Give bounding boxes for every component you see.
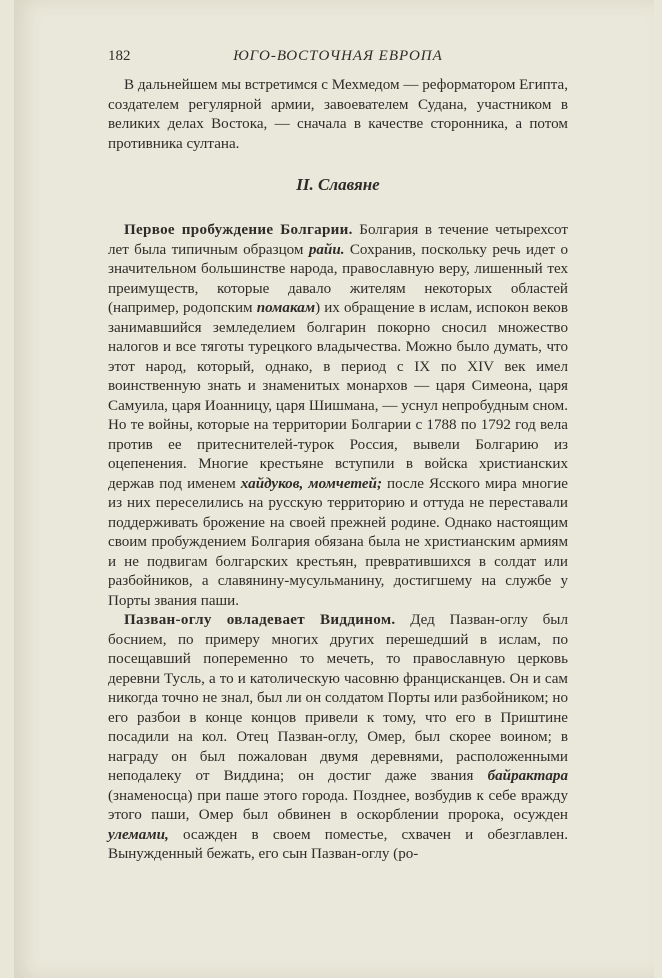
intro-text-block <box>108 76 568 154</box>
paragraph-text: осажден в своем поместье, схвачен и обезглавлен. Вынужденный бежать, его сын Пазван-оглу (ро- <box>108 826 568 862</box>
paragraph-pazvan-oglu <box>108 611 568 865</box>
intro-paragraph: В дальнейшем мы встретимся с Мехмедом — реформатором Египта, создателем регулярной армии, завоевателем Судана, участником в великих делах Востока, — сначала в качестве сторонника, а потом противника султана. <box>108 77 568 152</box>
running-title: ЮГО-ВОСТОЧНАЯ ЕВРОПА <box>233 48 443 64</box>
paragraph-text: Дед Пазван-оглу был боснием, по примеру многих других перешедший в ислам, по посещавший попеременно то мечеть, то православную церковь деревни Тусль, а то и католическую часовню францисканцев. Он и сам никогда точно не знал, был ли он солдатом Порты или разбойником; но его разбои в конце концов привели к тому, что его в Приштине посадили на кол. Отец Пазван-оглу, Омер, был скорее воином; в награду он был пожалован двумя деревнями, расположенными неподалеку от Виддина; он достиг даже звания <box>108 612 568 784</box>
italic-term: помакам <box>256 300 316 316</box>
section-text-block <box>108 221 568 865</box>
paragraph-text: (знаменосца) при паше этого города. Позднее, возбудив к себе вражду этого паши, Омер был обвинен в оскорблении пророка, осужден <box>108 787 568 823</box>
page-number: 182 <box>108 48 131 64</box>
italic-term: хайдуков, момчетей; <box>240 475 382 492</box>
paragraph-text: ) их обращение в ислам, испокон веков занимавшийся земледелием болгарин покорно сносил множество налогов и все тяготы турецкого владычества. Можно было думать, что этот народ, который, однако, в период с IX по XIV век имел воинственную знать и знаменитых монархов — царя Симеона, царя Самуила, царя Иоанницу, царя Шишмана, — уснул непробудным сном. Но те войны, которые на территории Болгарии с 1788 по 1792 год вела против ее притеснителей-турок Россия, вывели Болгарию из оцепенения. Многие крестьяне вступили в войска христианских держав под именем <box>108 300 568 492</box>
italic-term: байрактара <box>487 768 568 784</box>
section-heading: II. Славяне <box>296 175 380 194</box>
italic-term: райи. <box>308 241 345 258</box>
paragraph-lead: Пазван-оглу овладевает Виддином. <box>124 612 396 628</box>
paragraph-text: Болгария в течение четырехсот лет была типичным образцом <box>108 222 568 258</box>
italic-term: улемами, <box>108 826 169 843</box>
paragraph-text: Сохранив, поскольку речь идет о значительном большинстве народа, православную веру, лишенный тех преимуществ, которые давало жителям некоторых областей (например, родопским <box>108 241 568 316</box>
page-header <box>108 48 568 68</box>
paragraph-lead: Первое пробуждение Болгарии. <box>124 222 353 238</box>
paragraph-text: после Ясского мира многие из них переселились на русскую территорию и оттуда не переставали поддерживать брожение на своей прежней родине. Однако настоящим своим пробуждением Болгария обязана была не христианским армиям и не подвигам болгарских крестьян, превратившихся в солдат или разбойников, а славянину-мусульманину, достигшему на службе у Порты звания паши. <box>108 475 568 609</box>
paragraph-bulgaria <box>108 221 568 611</box>
